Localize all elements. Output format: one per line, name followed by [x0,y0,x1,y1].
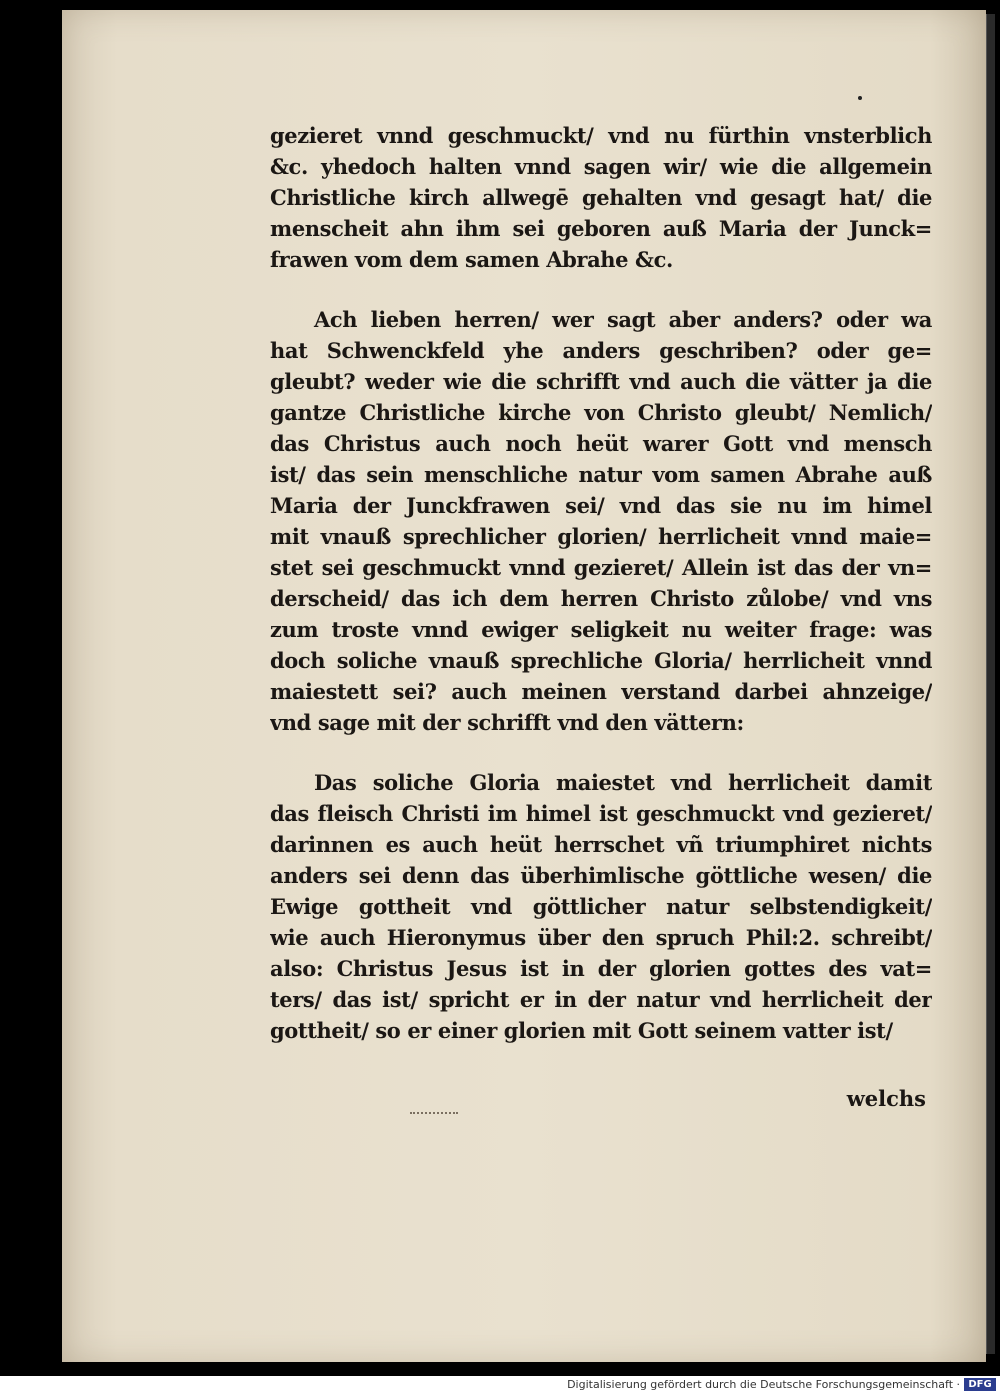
page-edge [986,14,995,1354]
text-line: Maria der Junckfrawen sei/ vnd das sie nu im himel [270,493,932,518]
text-line: also: Christus Jesus ist in der glorien gottes des vat= [270,956,932,981]
text-line: hat Schwenckfeld yhe anders geschriben? oder ge= [270,338,932,363]
text-line: Christliche kirch allwegē gehalten vnd gesagt hat/ die [270,185,932,210]
text-line: anders sei denn das überhimlische göttliche wesen/ die [270,863,932,888]
text-line: Das soliche Gloria maiestet vnd herrlicheit damit [314,770,932,795]
text-line: das Christus auch noch heüt warer Gott vnd mensch [270,431,932,456]
paragraph-gap [270,738,932,767]
text-line: mit vnauß sprechlicher glorien/ herrlicheit vnnd maie= [270,524,932,549]
text-line: gantze Christliche kirche von Christo gleubt/ Nemlich/ [270,400,932,425]
text-line: menscheit ahn ihm sei geboren auß Maria der Junck= [270,216,932,241]
ink-smudge [410,1112,458,1117]
text-line: Ewige gottheit vnd göttlicher natur selbstendigkeit/ [270,894,932,919]
text-line: Ach lieben herren/ wer sagt aber anders? oder wa [314,307,932,332]
footer-credit: Digitalisierung gefördert durch die Deutsche Forschungsgemeinschaft · [567,1378,960,1391]
text-line: frawen vom dem samen Abrahe &c. [270,247,673,272]
page-mark [858,96,862,100]
text-line: wie auch Hieronymus über den spruch Phil:2. schreibt/ [270,925,932,950]
text-line: &c. yhedoch halten vnnd sagen wir/ wie die allgemein [270,154,932,179]
text-line: gottheit/ so er einer glorien mit Gott seinem vatter ist/ [270,1018,893,1043]
text-line: das fleisch Christi im himel ist geschmuckt vnd gezieret/ [270,801,932,826]
dfg-logo: DFG [964,1378,996,1391]
text-line: derscheid/ das ich dem herren Christo zůlobe/ vnd vns [270,586,932,611]
text-line: stet sei geschmuckt vnnd gezieret/ Allein ist das der vn= [270,555,932,580]
digitization-footer [0,1376,1000,1393]
paragraph [270,304,932,738]
paragraph [270,120,932,275]
text-line: maiestett sei? auch meinen verstand darbei ahnzeige/ [270,679,932,704]
text-line: ist/ das sein menschliche natur vom samen Abrahe auß [270,462,932,487]
text-line: doch soliche vnauß sprechliche Gloria/ herrlicheit vnnd [270,648,932,673]
text-line: vnd sage mit der schrifft vnd den vättern: [270,710,744,735]
page-text [270,120,932,1046]
text-line: zum troste vnnd ewiger seligkeit nu weiter frage: was [270,617,932,642]
text-line: gleubt? weder wie die schrifft vnd auch die vätter ja die [270,369,932,394]
catchword: welchs [846,1086,926,1111]
text-line: darinnen es auch heüt herrschet vñ triumphiret nichts [270,832,932,857]
text-line: ters/ das ist/ spricht er in der natur vnd herrlicheit der [270,987,932,1012]
paragraph [270,767,932,1046]
text-line: gezieret vnnd geschmuckt/ vnd nu fürthin vnsterblich [270,123,932,148]
paragraph-gap [270,275,932,304]
